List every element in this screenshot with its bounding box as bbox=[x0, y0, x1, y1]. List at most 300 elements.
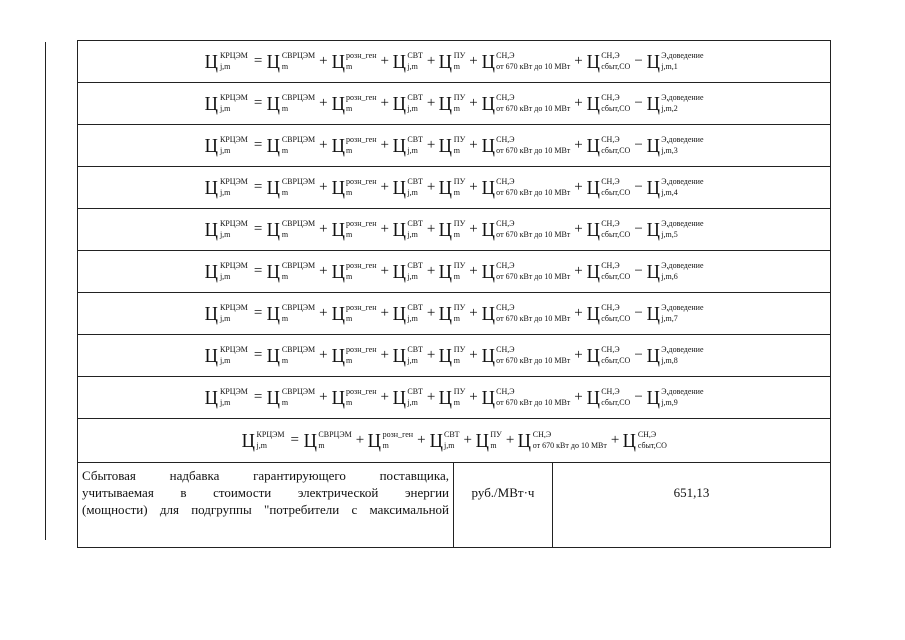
term-1-sup: СВРЦЭМ bbox=[281, 386, 316, 396]
term-4 bbox=[438, 262, 465, 282]
term-1-sup: СВРЦЭМ bbox=[281, 134, 316, 144]
term-5-sub: от 670 кВт до 10 МВт bbox=[496, 146, 571, 155]
term-2-sup: розн_ген bbox=[346, 50, 377, 60]
total-term-2-sup: розн_ген bbox=[382, 429, 414, 439]
term-2 bbox=[331, 94, 377, 114]
delivery-term-sup: Э,доведение bbox=[661, 134, 704, 144]
table-row-formula-8 bbox=[78, 335, 831, 377]
term-5-sup: СН,Э bbox=[496, 176, 515, 186]
term-5-sub: от 670 кВт до 10 МВт bbox=[496, 62, 571, 71]
lhs-term bbox=[204, 262, 247, 282]
term-6-sup: СН,Э bbox=[601, 50, 620, 60]
delivery-term-sub: j,m,2 bbox=[661, 104, 678, 113]
term-2-sub: m bbox=[346, 272, 353, 281]
term-6-sub: сбыт,СО bbox=[601, 398, 631, 407]
operator: + bbox=[380, 53, 389, 69]
total-term-4 bbox=[475, 431, 502, 451]
term-1-sub: m bbox=[281, 104, 289, 113]
term-3 bbox=[392, 136, 423, 156]
term-2-sup: розн_ген bbox=[346, 260, 377, 270]
term-1-scripts bbox=[282, 388, 315, 408]
price-symbol: Ц bbox=[438, 176, 453, 199]
term-3-scripts bbox=[407, 220, 422, 240]
term-5-scripts bbox=[496, 220, 570, 240]
term-2 bbox=[331, 388, 377, 408]
markup-description bbox=[78, 463, 454, 548]
unit-cell: руб./МВт·ч bbox=[454, 463, 553, 548]
total-term-6-scripts bbox=[638, 431, 667, 451]
term-4-sup: ПУ bbox=[453, 344, 466, 354]
term-6-sub: сбыт,СО bbox=[601, 230, 631, 239]
term-5 bbox=[481, 136, 571, 156]
total-term-5-scripts bbox=[533, 431, 607, 451]
lhs-term-sub: j,m bbox=[219, 398, 231, 407]
delivery-term-scripts bbox=[661, 304, 703, 324]
formula-cell bbox=[78, 377, 831, 419]
lhs-term-scripts bbox=[220, 178, 248, 198]
total-term-1 bbox=[303, 431, 352, 451]
total-term-4-scripts bbox=[490, 431, 501, 451]
term-3 bbox=[392, 52, 423, 72]
table-row-formula-9 bbox=[78, 377, 831, 419]
operator: + bbox=[469, 263, 478, 279]
operator: = bbox=[253, 305, 263, 321]
operator: + bbox=[469, 221, 478, 237]
term-3-sub: j,m bbox=[407, 146, 418, 155]
price-symbol: Ц bbox=[646, 50, 660, 73]
term-3-sub: j,m bbox=[407, 272, 418, 281]
operator: − bbox=[634, 389, 643, 405]
term-6 bbox=[586, 52, 631, 72]
term-2-sub: m bbox=[346, 62, 353, 71]
delivery-term bbox=[646, 136, 704, 156]
operator: + bbox=[574, 53, 583, 69]
term-2 bbox=[331, 178, 377, 198]
delivery-term-sub: j,m,6 bbox=[661, 272, 678, 281]
term-4-scripts bbox=[454, 178, 465, 198]
operator: + bbox=[319, 137, 328, 153]
term-6-sup: СН,Э bbox=[601, 260, 620, 270]
delivery-term bbox=[646, 262, 704, 282]
term-6-sup: СН,Э bbox=[601, 386, 620, 396]
term-6 bbox=[586, 388, 631, 408]
term-1 bbox=[266, 136, 315, 156]
term-1-scripts bbox=[282, 52, 315, 72]
table-row-formula-4 bbox=[78, 167, 831, 209]
lhs-term-sub: j,m bbox=[256, 441, 267, 450]
price-symbol: Ц bbox=[586, 260, 600, 283]
delivery-term-sup: Э,доведение bbox=[661, 176, 704, 186]
term-2-sub: m bbox=[346, 230, 353, 239]
operator: + bbox=[426, 137, 436, 153]
operator: = bbox=[253, 263, 263, 279]
price-symbol: Ц bbox=[205, 134, 219, 157]
operator: + bbox=[574, 137, 583, 153]
term-3-scripts bbox=[407, 262, 422, 282]
term-5-sub: от 670 кВт до 10 МВт bbox=[496, 314, 571, 323]
price-symbol: Ц bbox=[392, 50, 406, 73]
term-3-sup: СВТ bbox=[407, 260, 423, 270]
total-term-5 bbox=[517, 431, 607, 451]
formula-cell bbox=[78, 293, 831, 335]
term-1-sub: m bbox=[281, 146, 289, 155]
term-3 bbox=[392, 304, 423, 324]
term-4-sub: m bbox=[453, 356, 461, 365]
term-6-scripts bbox=[601, 178, 630, 198]
description-rows bbox=[78, 463, 831, 548]
term-4-sup: ПУ bbox=[453, 302, 466, 312]
operator: + bbox=[469, 179, 478, 195]
term-3-sub: j,m bbox=[407, 104, 418, 113]
term-2-scripts bbox=[346, 220, 376, 240]
total-term-5-sup: СН,Э bbox=[532, 429, 552, 439]
lhs-term-sub: j,m bbox=[219, 314, 231, 323]
term-1-sub: m bbox=[281, 230, 289, 239]
total-term-3-scripts bbox=[444, 431, 459, 451]
term-1-sup: СВРЦЭМ bbox=[281, 176, 316, 186]
term-3-sup: СВТ bbox=[407, 344, 423, 354]
price-symbol: Ц bbox=[331, 302, 345, 325]
term-5-sup: СН,Э bbox=[496, 50, 515, 60]
term-5-sup: СН,Э bbox=[496, 302, 515, 312]
price-symbol: Ц bbox=[481, 344, 495, 367]
delivery-term-scripts bbox=[661, 178, 703, 198]
total-term-6 bbox=[622, 431, 667, 451]
term-6-scripts bbox=[601, 94, 630, 114]
price-symbol: Ц bbox=[646, 176, 660, 199]
term-4-sub: m bbox=[453, 146, 461, 155]
operator: + bbox=[426, 179, 436, 195]
operator: + bbox=[426, 53, 436, 69]
price-symbol: Ц bbox=[266, 302, 281, 325]
delivery-term bbox=[646, 388, 704, 408]
price-symbol: Ц bbox=[481, 218, 495, 241]
price-symbol: Ц bbox=[367, 429, 382, 452]
term-5 bbox=[481, 388, 571, 408]
formula-cell bbox=[78, 167, 831, 209]
term-5-scripts bbox=[496, 178, 570, 198]
total-term-4-sup: ПУ bbox=[490, 429, 502, 439]
formula-rows bbox=[78, 41, 831, 463]
operator: + bbox=[469, 95, 478, 111]
term-1-sub: m bbox=[281, 272, 289, 281]
price-symbol: Ц bbox=[392, 176, 406, 199]
operator: − bbox=[634, 347, 643, 363]
lhs-term-sup: КРЦЭМ bbox=[219, 134, 248, 144]
operator: + bbox=[319, 389, 328, 405]
operator: + bbox=[380, 137, 389, 153]
operator: − bbox=[634, 179, 643, 195]
term-1-sup: СВРЦЭМ bbox=[281, 92, 316, 102]
term-4-sup: ПУ bbox=[453, 386, 466, 396]
lhs-term-sub: j,m bbox=[219, 272, 231, 281]
term-4 bbox=[438, 388, 465, 408]
lhs-term bbox=[204, 94, 247, 114]
term-3-sub: j,m bbox=[407, 356, 418, 365]
term-4-sup: ПУ bbox=[453, 260, 466, 270]
price-symbol: Ц bbox=[438, 92, 453, 115]
term-5-sup: СН,Э bbox=[496, 134, 515, 144]
term-5 bbox=[481, 346, 571, 366]
operator: + bbox=[355, 432, 365, 448]
term-1-sup: СВРЦЭМ bbox=[281, 344, 316, 354]
operator: + bbox=[319, 347, 328, 363]
term-2-scripts bbox=[346, 262, 376, 282]
price-symbol: Ц bbox=[331, 134, 345, 157]
price-symbol: Ц bbox=[438, 386, 453, 409]
operator: + bbox=[469, 53, 478, 69]
price-symbol: Ц bbox=[205, 176, 219, 199]
delivery-term-sub: j,m,4 bbox=[661, 188, 678, 197]
term-2-sub: m bbox=[346, 188, 353, 197]
price-symbol: Ц bbox=[392, 260, 406, 283]
operator: = bbox=[290, 432, 299, 448]
table-row-formula-2 bbox=[78, 83, 831, 125]
term-4 bbox=[438, 346, 465, 366]
term-5-scripts bbox=[496, 262, 570, 282]
price-symbol: Ц bbox=[481, 386, 495, 409]
lhs-term bbox=[204, 304, 247, 324]
term-6 bbox=[586, 94, 631, 114]
total-term-3-sub: j,m bbox=[444, 441, 455, 450]
term-1-scripts bbox=[282, 220, 315, 240]
term-1-sup: СВРЦЭМ bbox=[281, 218, 316, 228]
operator: = bbox=[253, 137, 263, 153]
operator: + bbox=[319, 221, 328, 237]
operator: − bbox=[634, 137, 643, 153]
operator: + bbox=[574, 305, 583, 321]
total-term-2-sub: m bbox=[382, 441, 389, 450]
term-2-scripts bbox=[346, 136, 376, 156]
delivery-term-sub: j,m,3 bbox=[661, 146, 678, 155]
price-symbol: Ц bbox=[517, 429, 532, 452]
term-5-sup: СН,Э bbox=[496, 92, 515, 102]
delivery-term bbox=[646, 178, 704, 198]
total-term-1-scripts bbox=[318, 431, 351, 451]
term-2 bbox=[331, 220, 377, 240]
lhs-term-sup: КРЦЭМ bbox=[219, 218, 248, 228]
term-3-sup: СВТ bbox=[407, 386, 423, 396]
term-3-sup: СВТ bbox=[407, 92, 423, 102]
delivery-term-sup: Э,доведение bbox=[661, 92, 704, 102]
term-2-scripts bbox=[346, 346, 376, 366]
description-line-3: (мощности) для подгруппы "потребители с максимальной bbox=[82, 502, 449, 518]
term-6-sup: СН,Э bbox=[601, 344, 620, 354]
operator: + bbox=[426, 347, 436, 363]
term-1-scripts bbox=[282, 262, 315, 282]
term-1 bbox=[266, 220, 315, 240]
operator: + bbox=[319, 53, 328, 69]
term-5 bbox=[481, 262, 571, 282]
table-row-formula-3 bbox=[78, 125, 831, 167]
term-5-sup: СН,Э bbox=[496, 386, 515, 396]
tariff-table bbox=[77, 40, 831, 548]
operator: + bbox=[426, 221, 436, 237]
price-symbol: Ц bbox=[586, 386, 600, 409]
term-4 bbox=[438, 178, 465, 198]
price-symbol: Ц bbox=[646, 134, 660, 157]
term-1-sup: СВРЦЭМ bbox=[281, 302, 316, 312]
term-4 bbox=[438, 304, 465, 324]
term-4-sup: ПУ bbox=[453, 176, 466, 186]
description-line-1: Сбытовая надбавка гарантирующего поставщика, bbox=[82, 468, 449, 483]
term-6-sub: сбыт,СО bbox=[601, 356, 631, 365]
term-5-sub: от 670 кВт до 10 МВт bbox=[496, 356, 571, 365]
delivery-term-sub: j,m,5 bbox=[661, 230, 678, 239]
delivery-term-scripts bbox=[661, 220, 703, 240]
term-6-scripts bbox=[601, 220, 630, 240]
price-symbol: Ц bbox=[331, 260, 345, 283]
term-2-scripts bbox=[346, 304, 376, 324]
delivery-term-sup: Э,доведение bbox=[661, 218, 704, 228]
price-symbol: Ц bbox=[586, 176, 600, 199]
total-term-2 bbox=[367, 431, 413, 451]
price-symbol: Ц bbox=[481, 260, 495, 283]
delivery-term bbox=[646, 52, 704, 72]
term-2 bbox=[331, 262, 377, 282]
price-symbol: Ц bbox=[392, 344, 406, 367]
term-5-sub: от 670 кВт до 10 МВт bbox=[496, 104, 571, 113]
term-4-sub: m bbox=[453, 230, 461, 239]
term-4-sub: m bbox=[453, 62, 461, 71]
term-4-sup: ПУ bbox=[453, 50, 466, 60]
term-1-scripts bbox=[282, 94, 315, 114]
price-symbol: Ц bbox=[481, 92, 495, 115]
term-2-sub: m bbox=[346, 146, 353, 155]
term-3-scripts bbox=[407, 52, 422, 72]
term-6-scripts bbox=[601, 262, 630, 282]
term-3 bbox=[392, 388, 423, 408]
operator: + bbox=[574, 263, 583, 279]
delivery-term-sup: Э,доведение bbox=[661, 50, 704, 60]
price-symbol: Ц bbox=[266, 176, 281, 199]
term-6-sup: СН,Э bbox=[601, 302, 620, 312]
price-symbol: Ц bbox=[266, 344, 281, 367]
term-2 bbox=[331, 136, 377, 156]
lhs-term-scripts bbox=[220, 52, 248, 72]
term-2-sub: m bbox=[346, 104, 353, 113]
formula-cell bbox=[78, 209, 831, 251]
operator: + bbox=[380, 221, 389, 237]
price-symbol: Ц bbox=[331, 218, 345, 241]
term-5-sup: СН,Э bbox=[496, 344, 515, 354]
term-2-sup: розн_ген bbox=[346, 218, 377, 228]
operator: + bbox=[574, 95, 583, 111]
term-2-sub: m bbox=[346, 398, 353, 407]
operator: + bbox=[426, 305, 436, 321]
lhs-term-sup: КРЦЭМ bbox=[219, 50, 248, 60]
operator: = bbox=[253, 53, 263, 69]
term-3-sup: СВТ bbox=[407, 134, 423, 144]
term-5 bbox=[481, 94, 571, 114]
term-1 bbox=[266, 346, 315, 366]
price-symbol: Ц bbox=[205, 386, 219, 409]
term-5-scripts bbox=[496, 304, 570, 324]
price-symbol: Ц bbox=[205, 92, 219, 115]
term-4-scripts bbox=[454, 262, 465, 282]
term-6-sub: сбыт,СО bbox=[601, 314, 631, 323]
price-symbol: Ц bbox=[481, 302, 495, 325]
lhs-term-sub: j,m bbox=[219, 188, 231, 197]
lhs-term bbox=[204, 220, 247, 240]
term-6-scripts bbox=[601, 388, 630, 408]
operator: + bbox=[426, 263, 436, 279]
operator: − bbox=[634, 263, 643, 279]
price-symbol: Ц bbox=[303, 429, 317, 452]
price-symbol: Ц bbox=[586, 134, 600, 157]
term-3 bbox=[392, 220, 423, 240]
lhs-term-sup: КРЦЭМ bbox=[219, 344, 248, 354]
price-symbol: Ц bbox=[331, 50, 345, 73]
term-3-scripts bbox=[407, 388, 422, 408]
operator: + bbox=[610, 432, 620, 448]
term-3-scripts bbox=[407, 346, 422, 366]
term-5-sub: от 670 кВт до 10 МВт bbox=[496, 230, 571, 239]
operator: − bbox=[634, 95, 643, 111]
operator: + bbox=[574, 389, 583, 405]
operator: + bbox=[505, 432, 515, 448]
operator: + bbox=[319, 179, 328, 195]
table-row-formula-5 bbox=[78, 209, 831, 251]
term-2-sup: розн_ген bbox=[346, 92, 377, 102]
term-6 bbox=[586, 262, 631, 282]
term-4-sup: ПУ bbox=[453, 92, 466, 102]
term-1-scripts bbox=[282, 304, 315, 324]
term-2-scripts bbox=[346, 52, 376, 72]
term-6-scripts bbox=[601, 52, 630, 72]
delivery-term bbox=[646, 220, 704, 240]
price-symbol: Ц bbox=[266, 134, 281, 157]
formula-cell bbox=[78, 251, 831, 293]
term-5-scripts bbox=[496, 136, 570, 156]
lhs-term-sup: КРЦЭМ bbox=[219, 386, 248, 396]
page-margin-line bbox=[45, 42, 46, 540]
term-4 bbox=[438, 52, 465, 72]
price-symbol: Ц bbox=[481, 50, 495, 73]
delivery-term-scripts bbox=[661, 388, 703, 408]
term-3-scripts bbox=[407, 94, 422, 114]
total-term-2-scripts bbox=[383, 431, 413, 451]
total-term-1-sub: m bbox=[318, 441, 325, 450]
operator: + bbox=[319, 263, 328, 279]
price-symbol: Ц bbox=[392, 218, 406, 241]
delivery-term-scripts bbox=[661, 52, 703, 72]
term-1-scripts bbox=[282, 178, 315, 198]
term-5 bbox=[481, 220, 571, 240]
operator: + bbox=[426, 95, 436, 111]
term-2 bbox=[331, 346, 377, 366]
term-3-sup: СВТ bbox=[407, 302, 423, 312]
description-line-2: учитываемая в стоимости электрической энергии bbox=[82, 485, 449, 501]
price-symbol: Ц bbox=[241, 429, 255, 452]
term-6-sup: СН,Э bbox=[601, 134, 620, 144]
term-3-sub: j,m bbox=[407, 314, 418, 323]
term-6-sub: сбыт,СО bbox=[601, 188, 631, 197]
delivery-term-sub: j,m,8 bbox=[661, 356, 678, 365]
price-symbol: Ц bbox=[646, 386, 660, 409]
price-symbol: Ц bbox=[475, 429, 489, 452]
delivery-term-sup: Э,доведение bbox=[661, 302, 704, 312]
price-symbol: Ц bbox=[205, 218, 219, 241]
delivery-term-scripts bbox=[661, 262, 703, 282]
term-3-scripts bbox=[407, 304, 422, 324]
term-1 bbox=[266, 52, 315, 72]
term-4-sub: m bbox=[453, 398, 461, 407]
lhs-term-scripts bbox=[220, 220, 248, 240]
total-term-1-sup: СВРЦЭМ bbox=[318, 429, 352, 439]
price-symbol: Ц bbox=[205, 260, 219, 283]
lhs-term-scripts bbox=[220, 304, 248, 324]
